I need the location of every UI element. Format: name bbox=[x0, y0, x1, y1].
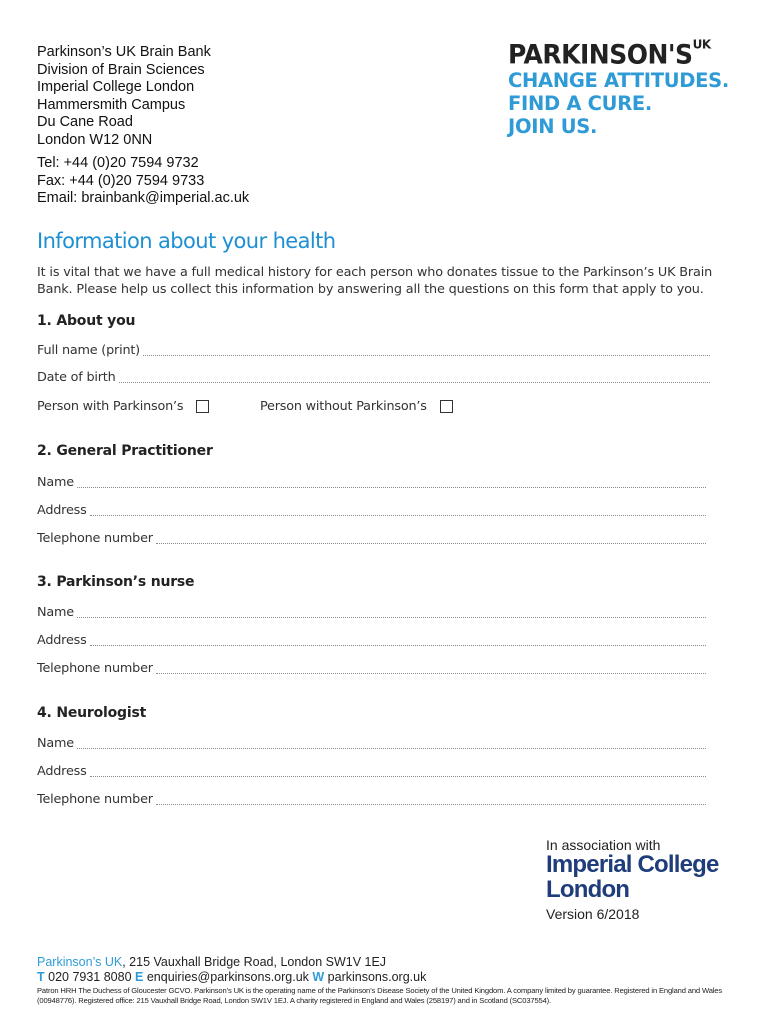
nurse-phone-label: Telephone number bbox=[37, 661, 153, 676]
logo-brand-sup: UK bbox=[692, 37, 711, 52]
neuro-phone-line[interactable] bbox=[156, 790, 706, 805]
gp-address-field[interactable] bbox=[37, 500, 706, 518]
contact-details bbox=[37, 155, 249, 208]
full-name-line[interactable] bbox=[143, 341, 710, 356]
logo-tagline-line: FIND A CURE. bbox=[508, 92, 653, 115]
neuro-phone-label: Telephone number bbox=[37, 792, 153, 807]
footer-contacts bbox=[37, 970, 426, 984]
address-line: Parkinson’s UK Brain Bank bbox=[37, 44, 211, 60]
logo-brand-text: PARKINSON'S bbox=[508, 39, 693, 70]
neuro-name-label: Name bbox=[37, 736, 74, 751]
footer-website[interactable]: parkinsons.org.uk bbox=[324, 970, 427, 984]
full-name-label: Full name (print) bbox=[37, 343, 140, 358]
neuro-phone-field[interactable] bbox=[37, 789, 706, 807]
gp-address-label: Address bbox=[37, 503, 87, 518]
address-line: London W12 0NN bbox=[37, 131, 153, 148]
section-heading-about-you: 1. About you bbox=[37, 313, 136, 329]
imperial-logo-line: London bbox=[546, 876, 630, 903]
dob-label: Date of birth bbox=[37, 370, 116, 385]
page-title: Information about your health bbox=[37, 229, 336, 253]
footer-email[interactable]: enquiries@parkinsons.org.uk bbox=[143, 970, 313, 984]
email: Email: brainbank@imperial.ac.uk bbox=[37, 190, 250, 207]
dob-field[interactable] bbox=[37, 367, 710, 385]
nurse-address-line[interactable] bbox=[90, 631, 706, 646]
footer-org: Parkinson’s UK bbox=[37, 955, 123, 969]
neuro-name-field[interactable] bbox=[37, 733, 706, 751]
dob-line[interactable] bbox=[119, 368, 710, 383]
footer-t-prefix: T bbox=[37, 970, 45, 984]
footer-street: , 215 Vauxhall Bridge Road, London SW1V 1EJ bbox=[122, 955, 387, 969]
section-heading-nurse: 3. Parkinson’s nurse bbox=[37, 574, 195, 590]
logo-tagline-line: JOIN US. bbox=[508, 115, 598, 138]
gp-name-label: Name bbox=[37, 475, 74, 490]
without-parkinsons-checkbox[interactable] bbox=[440, 400, 453, 413]
gp-address-line[interactable] bbox=[90, 501, 706, 516]
version-label: Version 6/2018 bbox=[546, 906, 640, 922]
without-parkinsons-option[interactable] bbox=[260, 399, 453, 414]
section-heading-neurologist: 4. Neurologist bbox=[37, 705, 147, 721]
address-line: Imperial College London bbox=[37, 79, 195, 96]
footer-address bbox=[37, 955, 386, 969]
with-parkinsons-label: Person with Parkinson’s bbox=[37, 399, 184, 414]
nurse-name-field[interactable] bbox=[37, 602, 706, 620]
fax: Fax: +44 (0)20 7594 9733 bbox=[37, 172, 205, 189]
with-parkinsons-checkbox[interactable] bbox=[196, 400, 209, 413]
nurse-name-label: Name bbox=[37, 605, 74, 620]
section-heading-gp: 2. General Practitioner bbox=[37, 443, 213, 459]
return-address bbox=[37, 44, 211, 150]
telephone: Tel: +44 (0)20 7594 9732 bbox=[37, 155, 199, 171]
imperial-logo-line: Imperial College bbox=[546, 851, 719, 878]
nurse-name-line[interactable] bbox=[77, 603, 706, 618]
logo-brand bbox=[508, 39, 748, 69]
address-line: Hammersmith Campus bbox=[37, 96, 186, 113]
address-line: Du Cane Road bbox=[37, 114, 133, 131]
association-text: In association with bbox=[546, 837, 661, 853]
nurse-phone-line[interactable] bbox=[156, 659, 706, 674]
neuro-address-label: Address bbox=[37, 764, 87, 779]
imperial-college-logo bbox=[546, 852, 719, 902]
neuro-address-field[interactable] bbox=[37, 761, 706, 779]
neuro-address-line[interactable] bbox=[90, 762, 706, 777]
without-parkinsons-label: Person without Parkinson’s bbox=[260, 399, 427, 414]
nurse-phone-field[interactable] bbox=[37, 658, 706, 676]
footer-e-prefix: E bbox=[135, 970, 144, 984]
gp-phone-field[interactable] bbox=[37, 528, 706, 546]
address-line: Division of Brain Sciences bbox=[37, 61, 205, 78]
footer-fine-print: Patron HRH The Duchess of Gloucester GCVO. Parkinson’s UK is the operating name of the Parkinson’s Disease Society of the United Kingdom. A company limited by guarantee. Registered in England and Wales (00948776). Registered office: 215 Vauxhall Bridge Road, London SW1V 1EJ. A charity registered in England and Wales (258197) and in Scotland (SC037554). bbox=[37, 986, 723, 1005]
nurse-address-label: Address bbox=[37, 633, 87, 648]
footer-w-prefix: W bbox=[312, 970, 325, 984]
intro-text: It is vital that we have a full medical history for each person who donates tissue to the Parkinson’s UK Brain Bank. Please help us collect this information by answering all the questions on this form that apply to you. bbox=[37, 265, 713, 297]
logo-tagline-line: CHANGE ATTITUDES. bbox=[508, 69, 730, 92]
gp-phone-line[interactable] bbox=[156, 529, 706, 544]
gp-name-line[interactable] bbox=[77, 473, 706, 488]
full-name-field[interactable] bbox=[37, 340, 710, 358]
gp-phone-label: Telephone number bbox=[37, 531, 153, 546]
nurse-address-field[interactable] bbox=[37, 630, 706, 648]
footer-phone: 020 7931 8080 bbox=[44, 970, 136, 984]
with-parkinsons-option[interactable] bbox=[37, 399, 209, 414]
parkinsons-uk-logo bbox=[508, 37, 748, 138]
neuro-name-line[interactable] bbox=[77, 734, 706, 749]
gp-name-field[interactable] bbox=[37, 472, 706, 490]
